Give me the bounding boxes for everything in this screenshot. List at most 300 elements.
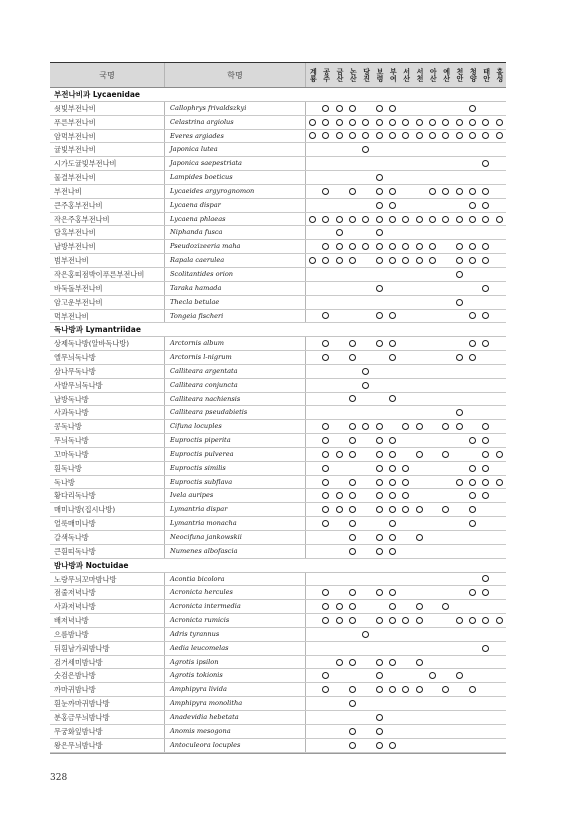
presence-circle xyxy=(322,340,329,347)
presence-cell xyxy=(466,254,479,267)
presence-cell xyxy=(399,102,412,115)
presence-cell xyxy=(399,503,412,516)
table-row xyxy=(50,199,506,213)
presence-cell xyxy=(333,365,346,378)
presence-cell xyxy=(306,185,319,198)
presence-cell xyxy=(386,711,399,724)
presence-circle xyxy=(362,119,369,126)
presence-cell xyxy=(426,143,439,156)
presence-circle xyxy=(416,243,423,250)
presence-cell xyxy=(346,725,359,738)
presence-cell xyxy=(319,130,332,143)
table-row xyxy=(50,130,506,144)
presence-cell xyxy=(359,725,372,738)
presence-circle xyxy=(496,617,503,624)
scientific-name: Ivela auripes xyxy=(165,489,306,502)
presence-circle xyxy=(389,119,396,126)
presence-cell xyxy=(386,406,399,419)
presence-circle xyxy=(469,465,476,472)
presence-circle xyxy=(469,216,476,223)
presence-cell xyxy=(373,240,386,253)
presence-cell xyxy=(479,130,492,143)
presence-cell xyxy=(306,171,319,184)
presence-cell xyxy=(479,143,492,156)
presence-cell xyxy=(413,573,426,586)
scientific-name: Lycaena phlaeas xyxy=(165,213,306,226)
presence-cell xyxy=(426,725,439,738)
table-header xyxy=(50,62,506,88)
presence-circle xyxy=(322,119,329,126)
presence-cell xyxy=(373,489,386,502)
region-header xyxy=(453,63,466,87)
presence-circle xyxy=(376,589,383,596)
presence-cell xyxy=(373,711,386,724)
presence-cell xyxy=(439,420,452,433)
presence-cell xyxy=(359,420,372,433)
presence-cell xyxy=(399,116,412,129)
presence-circle xyxy=(322,105,329,112)
presence-circle xyxy=(496,451,503,458)
presence-cell xyxy=(319,462,332,475)
presence-cell xyxy=(413,379,426,392)
table-row xyxy=(50,116,506,130)
region-header xyxy=(373,63,386,87)
presence-circle xyxy=(322,312,329,319)
scientific-name: Cifuna locuples xyxy=(165,420,306,433)
scientific-name: Euproctis subflava xyxy=(165,476,306,489)
common-name: 작은주홍부전나비 xyxy=(50,213,165,226)
presence-cell xyxy=(386,489,399,502)
presence-cell xyxy=(399,669,412,682)
region-header xyxy=(466,63,479,87)
table-row xyxy=(50,711,506,725)
presence-cell xyxy=(466,337,479,350)
presence-cell xyxy=(333,586,346,599)
presence-cell xyxy=(399,711,412,724)
presence-circle xyxy=(336,451,343,458)
presence-cell xyxy=(413,503,426,516)
presence-cell xyxy=(426,213,439,226)
presence-cell xyxy=(479,614,492,627)
presence-circle xyxy=(389,603,396,610)
presence-cell xyxy=(319,102,332,115)
presence-cell xyxy=(453,254,466,267)
scientific-name: Taraka hamada xyxy=(165,282,306,295)
common-name: 귤빛부전나비 xyxy=(50,143,165,156)
presence-circle xyxy=(349,354,356,361)
presence-cell xyxy=(333,697,346,710)
presence-cell xyxy=(466,240,479,253)
presence-cell xyxy=(479,462,492,475)
common-name: 작은홍띠점박이푸른부전나비 xyxy=(50,268,165,281)
region-header-label: 서천 xyxy=(415,68,424,82)
scientific-name: Euproctis pulverea xyxy=(165,448,306,461)
presence-cell xyxy=(439,517,452,530)
presence-cell xyxy=(439,240,452,253)
presence-circle xyxy=(482,285,489,292)
presence-cell xyxy=(479,739,492,752)
common-name-header-label: 국명 xyxy=(99,70,115,80)
presence-cell xyxy=(439,448,452,461)
presence-cell xyxy=(426,642,439,655)
presence-cell xyxy=(439,669,452,682)
presence-cell xyxy=(359,268,372,281)
presence-cell xyxy=(373,642,386,655)
presence-cell xyxy=(493,517,506,530)
presence-circle xyxy=(482,216,489,223)
presence-circle xyxy=(429,257,436,264)
presence-cell xyxy=(399,476,412,489)
presence-circle xyxy=(402,506,409,513)
presence-cell xyxy=(359,240,372,253)
presence-cell xyxy=(453,614,466,627)
scientific-name: Calliteara argentata xyxy=(165,365,306,378)
table-row xyxy=(50,213,506,227)
presence-cell xyxy=(399,739,412,752)
presence-circle xyxy=(336,617,343,624)
common-name: 큰주홍부전나비 xyxy=(50,199,165,212)
presence-cell xyxy=(493,351,506,364)
presence-cell xyxy=(466,282,479,295)
presence-cell xyxy=(453,600,466,613)
presence-cell xyxy=(493,489,506,502)
presence-cell xyxy=(453,697,466,710)
presence-circle xyxy=(469,589,476,596)
presence-cell xyxy=(373,393,386,406)
presence-circle xyxy=(442,423,449,430)
presence-cell xyxy=(346,116,359,129)
scientific-name: Pseudozizeeria maha xyxy=(165,240,306,253)
presence-cell xyxy=(333,545,346,558)
presence-circle xyxy=(322,686,329,693)
presence-cell xyxy=(453,171,466,184)
presence-cell xyxy=(413,697,426,710)
species-distribution-table xyxy=(50,62,506,754)
presence-cell xyxy=(466,213,479,226)
presence-cell xyxy=(399,406,412,419)
scientific-name: Niphanda fusca xyxy=(165,226,306,239)
presence-cell xyxy=(319,476,332,489)
presence-circle xyxy=(482,575,489,582)
presence-circle xyxy=(349,132,356,139)
presence-circle xyxy=(336,229,343,236)
common-name-header xyxy=(50,63,165,87)
presence-cell xyxy=(493,199,506,212)
presence-cell xyxy=(346,545,359,558)
region-header xyxy=(306,63,319,87)
presence-cell xyxy=(306,517,319,530)
presence-cell xyxy=(373,379,386,392)
presence-cell xyxy=(426,310,439,323)
presence-circle xyxy=(362,631,369,638)
presence-circle xyxy=(376,423,383,430)
presence-circle xyxy=(482,423,489,430)
presence-cell xyxy=(479,171,492,184)
presence-circle xyxy=(349,742,356,749)
presence-cell xyxy=(413,531,426,544)
presence-circle xyxy=(349,548,356,555)
table-row xyxy=(50,573,506,587)
presence-cell xyxy=(359,185,372,198)
table-row xyxy=(50,642,506,656)
presence-cell xyxy=(493,296,506,309)
presence-cell xyxy=(346,586,359,599)
presence-cell xyxy=(306,476,319,489)
table-row xyxy=(50,697,506,711)
presence-cell xyxy=(386,282,399,295)
presence-cell xyxy=(466,420,479,433)
table-row xyxy=(50,102,506,116)
presence-cell xyxy=(373,171,386,184)
presence-cell xyxy=(413,545,426,558)
presence-cell xyxy=(466,462,479,475)
presence-cell xyxy=(373,476,386,489)
presence-cell xyxy=(373,226,386,239)
presence-circle xyxy=(469,617,476,624)
presence-circle xyxy=(376,216,383,223)
presence-circle xyxy=(482,437,489,444)
presence-cell xyxy=(426,462,439,475)
presence-cell xyxy=(479,226,492,239)
presence-circle xyxy=(376,132,383,139)
presence-cell xyxy=(386,683,399,696)
presence-cell xyxy=(346,171,359,184)
presence-cell xyxy=(439,351,452,364)
presence-circle xyxy=(469,132,476,139)
presence-cell xyxy=(426,116,439,129)
presence-cell xyxy=(466,531,479,544)
presence-cell xyxy=(346,739,359,752)
presence-circle xyxy=(469,202,476,209)
presence-cell xyxy=(426,476,439,489)
presence-circle xyxy=(496,479,503,486)
presence-cell xyxy=(359,337,372,350)
presence-cell xyxy=(319,268,332,281)
presence-cell xyxy=(453,517,466,530)
presence-circle xyxy=(402,686,409,693)
presence-cell xyxy=(479,669,492,682)
presence-cell xyxy=(346,185,359,198)
table-row xyxy=(50,226,506,240)
presence-cell xyxy=(386,531,399,544)
presence-cell xyxy=(399,268,412,281)
presence-circle xyxy=(336,243,343,250)
presence-circle xyxy=(349,479,356,486)
presence-cell xyxy=(346,365,359,378)
presence-cell xyxy=(399,448,412,461)
presence-cell xyxy=(479,545,492,558)
presence-cell xyxy=(319,379,332,392)
table-row xyxy=(50,171,506,185)
presence-cell xyxy=(306,711,319,724)
presence-circle xyxy=(322,423,329,430)
presence-cell xyxy=(386,656,399,669)
presence-circle xyxy=(416,506,423,513)
presence-cell xyxy=(453,503,466,516)
presence-cell xyxy=(386,642,399,655)
region-header-label: 계룡 xyxy=(309,68,318,82)
presence-cell xyxy=(439,462,452,475)
common-name: 으름밤나방 xyxy=(50,628,165,641)
presence-cell xyxy=(439,614,452,627)
presence-cell xyxy=(439,185,452,198)
presence-cell xyxy=(466,586,479,599)
presence-cell xyxy=(466,711,479,724)
presence-cell xyxy=(493,254,506,267)
presence-cell xyxy=(413,669,426,682)
presence-circle xyxy=(442,686,449,693)
presence-cell xyxy=(373,116,386,129)
presence-cell xyxy=(333,614,346,627)
presence-circle xyxy=(469,492,476,499)
presence-circle xyxy=(376,437,383,444)
presence-cell xyxy=(453,143,466,156)
presence-cell xyxy=(386,517,399,530)
presence-circle xyxy=(389,451,396,458)
presence-cell xyxy=(479,448,492,461)
presence-cell xyxy=(466,503,479,516)
presence-cell xyxy=(426,296,439,309)
presence-circle xyxy=(389,395,396,402)
presence-circle xyxy=(309,132,316,139)
presence-cell xyxy=(333,213,346,226)
presence-cell xyxy=(346,711,359,724)
scientific-name: Lycaeides argyrognomon xyxy=(165,185,306,198)
scientific-name: Lycaena dispar xyxy=(165,199,306,212)
presence-cell xyxy=(373,434,386,447)
presence-cell xyxy=(373,143,386,156)
presence-circle xyxy=(349,340,356,347)
presence-cell xyxy=(466,600,479,613)
presence-cell xyxy=(333,268,346,281)
presence-cell xyxy=(373,310,386,323)
presence-circle xyxy=(322,506,329,513)
presence-circle xyxy=(336,119,343,126)
presence-cell xyxy=(386,240,399,253)
presence-cell xyxy=(479,434,492,447)
presence-cell xyxy=(466,406,479,419)
presence-circle xyxy=(442,132,449,139)
presence-cell xyxy=(373,199,386,212)
presence-cell xyxy=(319,517,332,530)
presence-cell xyxy=(373,545,386,558)
presence-cell xyxy=(319,434,332,447)
presence-circle xyxy=(376,257,383,264)
presence-cell xyxy=(359,531,372,544)
presence-cell xyxy=(306,199,319,212)
presence-circle xyxy=(322,188,329,195)
presence-cell xyxy=(466,642,479,655)
presence-cell xyxy=(413,476,426,489)
common-name: 흰눈까마귀밤나방 xyxy=(50,697,165,710)
common-name: 숫검은밤나방 xyxy=(50,669,165,682)
scientific-name: Agrotis tokionis xyxy=(165,669,306,682)
presence-cell xyxy=(359,213,372,226)
presence-circle xyxy=(469,506,476,513)
presence-cell xyxy=(346,296,359,309)
presence-cell xyxy=(493,171,506,184)
presence-circle xyxy=(322,672,329,679)
presence-cell xyxy=(439,296,452,309)
presence-cell xyxy=(426,586,439,599)
presence-cell xyxy=(333,683,346,696)
presence-cell xyxy=(426,503,439,516)
table-row xyxy=(50,268,506,282)
table-bottom-rule xyxy=(50,753,506,754)
presence-circle xyxy=(442,119,449,126)
common-name: 무궁화잎밤나방 xyxy=(50,725,165,738)
table-row xyxy=(50,600,506,614)
common-name: 남방독나방 xyxy=(50,393,165,406)
presence-circle xyxy=(349,257,356,264)
presence-cell xyxy=(319,296,332,309)
presence-cell xyxy=(306,697,319,710)
presence-cell xyxy=(306,254,319,267)
presence-circle xyxy=(389,243,396,250)
presence-circle xyxy=(469,437,476,444)
presence-cell xyxy=(453,102,466,115)
presence-cell xyxy=(479,489,492,502)
presence-cell xyxy=(413,171,426,184)
presence-circle xyxy=(376,119,383,126)
presence-cell xyxy=(466,614,479,627)
presence-circle xyxy=(322,603,329,610)
presence-circle xyxy=(336,105,343,112)
common-name: 갈색독나방 xyxy=(50,531,165,544)
presence-cell xyxy=(359,199,372,212)
presence-circle xyxy=(482,160,489,167)
presence-cell xyxy=(359,282,372,295)
common-name: 부전나비 xyxy=(50,185,165,198)
presence-circle xyxy=(482,188,489,195)
presence-cell xyxy=(439,697,452,710)
presence-cell xyxy=(466,573,479,586)
table-row xyxy=(50,254,506,268)
presence-circle xyxy=(389,492,396,499)
presence-cell xyxy=(319,683,332,696)
presence-cell xyxy=(319,310,332,323)
presence-cell xyxy=(413,282,426,295)
presence-cell xyxy=(359,517,372,530)
presence-circle xyxy=(442,603,449,610)
presence-circle xyxy=(389,354,396,361)
presence-cell xyxy=(373,337,386,350)
presence-cell xyxy=(319,171,332,184)
presence-circle xyxy=(496,216,503,223)
presence-circle xyxy=(389,534,396,541)
presence-cell xyxy=(306,406,319,419)
presence-cell xyxy=(399,697,412,710)
presence-cell xyxy=(373,448,386,461)
presence-cell xyxy=(439,434,452,447)
presence-cell xyxy=(346,503,359,516)
presence-cell xyxy=(493,116,506,129)
presence-circle xyxy=(349,506,356,513)
presence-cell xyxy=(319,545,332,558)
presence-cell xyxy=(346,406,359,419)
presence-cell xyxy=(333,739,346,752)
presence-cell xyxy=(359,545,372,558)
presence-cell xyxy=(359,116,372,129)
presence-cell xyxy=(413,725,426,738)
presence-cell xyxy=(306,282,319,295)
presence-cell xyxy=(493,213,506,226)
table-row xyxy=(50,240,506,254)
presence-cell xyxy=(373,573,386,586)
region-header-label: 논산 xyxy=(349,68,358,82)
presence-circle xyxy=(416,617,423,624)
presence-circle xyxy=(376,229,383,236)
